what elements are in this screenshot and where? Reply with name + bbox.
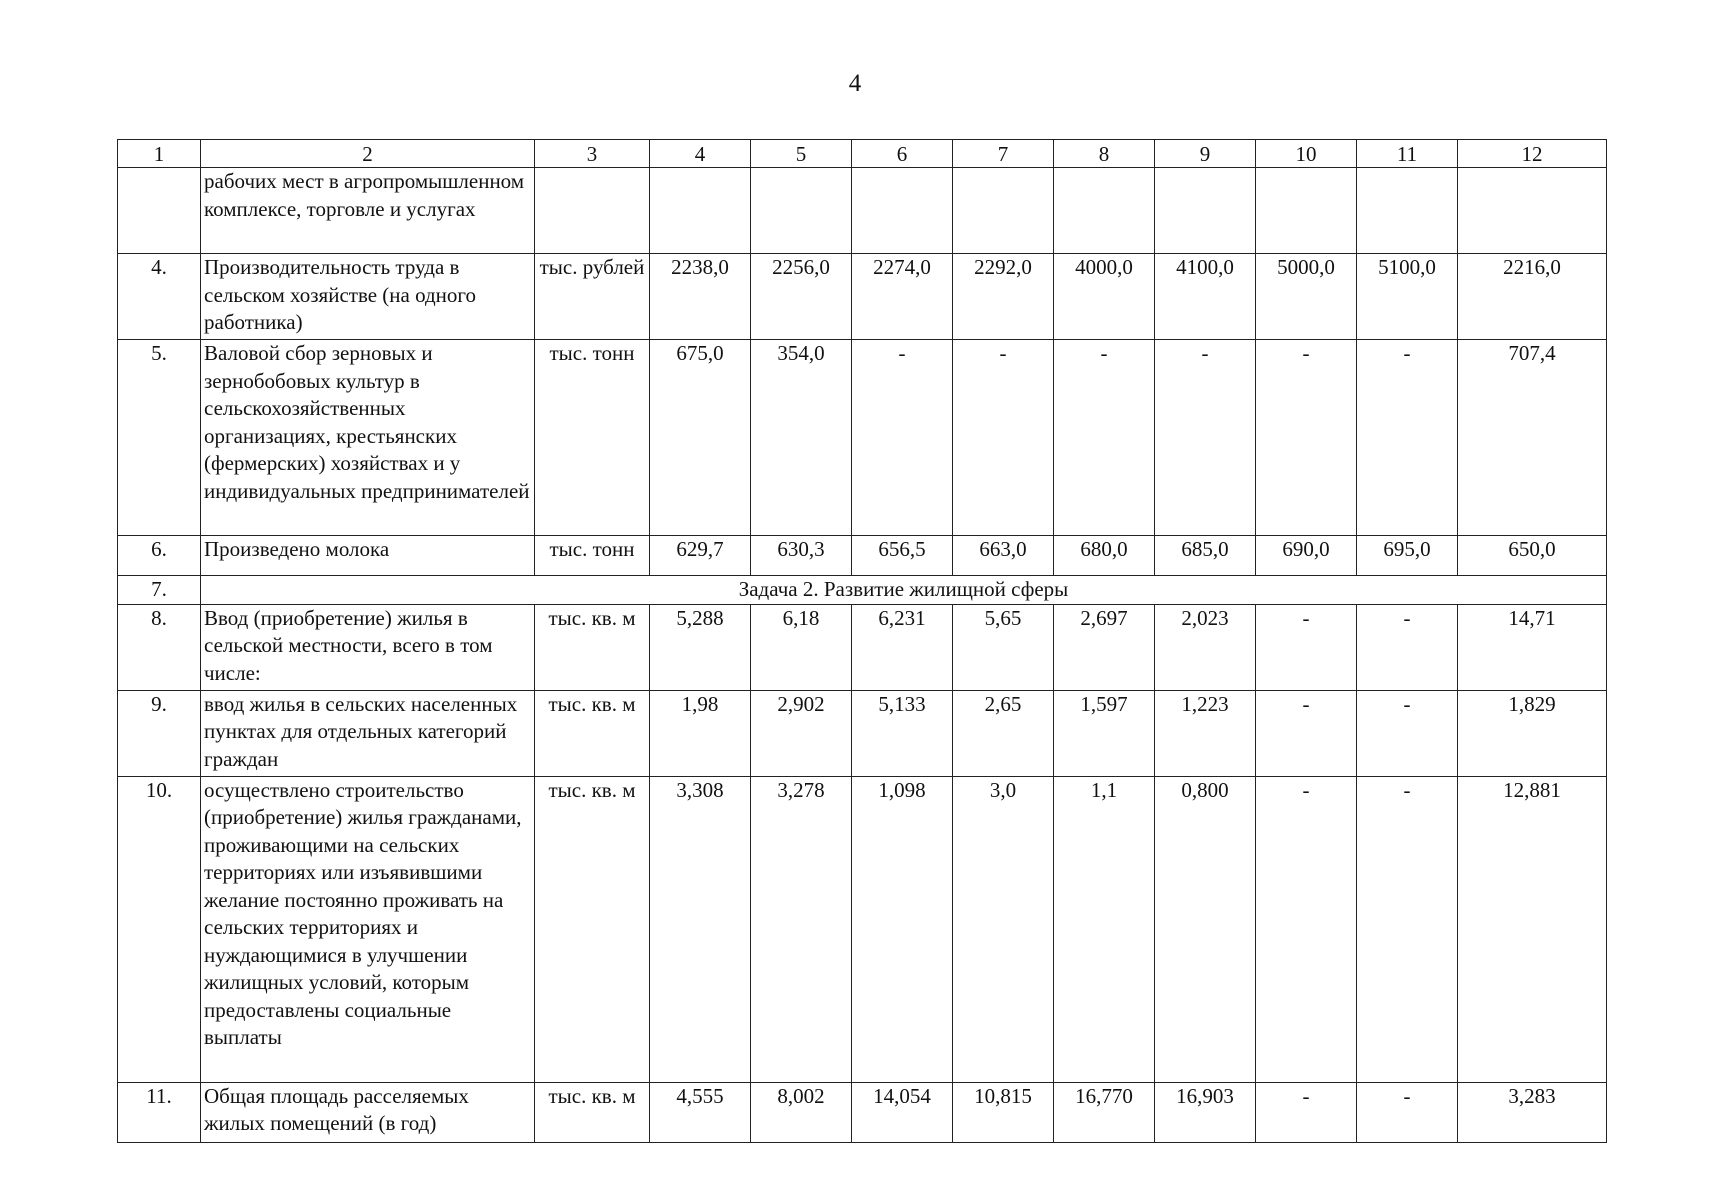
- header-cell: 10: [1256, 140, 1357, 168]
- value-cell: [1357, 168, 1458, 254]
- value-cell: 2,023: [1155, 604, 1256, 690]
- table-row: [118, 776, 1607, 1082]
- row-number: 8.: [118, 604, 201, 690]
- row-number: 7.: [118, 576, 201, 605]
- header-cell: 5: [751, 140, 852, 168]
- value-cell: 4,555: [650, 1082, 751, 1142]
- table-row: [118, 690, 1607, 776]
- row-number: 11.: [118, 1082, 201, 1142]
- value-cell: -: [1357, 690, 1458, 776]
- value-cell: 630,3: [751, 536, 852, 576]
- value-cell: 8,002: [751, 1082, 852, 1142]
- header-cell: 4: [650, 140, 751, 168]
- value-cell: -: [1357, 340, 1458, 536]
- header-cell: 7: [953, 140, 1054, 168]
- value-cell: -: [1256, 1082, 1357, 1142]
- value-cell: 0,800: [1155, 776, 1256, 1082]
- value-cell: 695,0: [1357, 536, 1458, 576]
- value-cell: 6,18: [751, 604, 852, 690]
- value-cell: 663,0: [953, 536, 1054, 576]
- value-cell: [1458, 168, 1607, 254]
- value-cell: 629,7: [650, 536, 751, 576]
- value-cell: [1256, 168, 1357, 254]
- value-cell: 16,903: [1155, 1082, 1256, 1142]
- row-number: 10.: [118, 776, 201, 1082]
- header-cell: 6: [852, 140, 953, 168]
- value-cell: 16,770: [1054, 1082, 1155, 1142]
- value-cell: 690,0: [1256, 536, 1357, 576]
- value-cell: 12,881: [1458, 776, 1607, 1082]
- value-cell: 5,133: [852, 690, 953, 776]
- value-cell: 1,98: [650, 690, 751, 776]
- value-cell: 656,5: [852, 536, 953, 576]
- table-row: [118, 168, 1607, 254]
- value-cell: 2,65: [953, 690, 1054, 776]
- row-description: Произведено молока: [201, 536, 535, 576]
- value-cell: [953, 168, 1054, 254]
- value-cell: -: [1256, 776, 1357, 1082]
- row-description: Производительность труда в сельском хозяйстве (на одного работника): [201, 254, 535, 340]
- header-cell: 3: [535, 140, 650, 168]
- value-cell: 1,223: [1155, 690, 1256, 776]
- header-cell: 9: [1155, 140, 1256, 168]
- value-cell: -: [1054, 340, 1155, 536]
- indicators-table: [117, 139, 1607, 1143]
- value-cell: 650,0: [1458, 536, 1607, 576]
- value-cell: 5100,0: [1357, 254, 1458, 340]
- row-number: 6.: [118, 536, 201, 576]
- table-row: [118, 1082, 1607, 1142]
- value-cell: 4000,0: [1054, 254, 1155, 340]
- value-cell: [852, 168, 953, 254]
- row-unit: [535, 168, 650, 254]
- value-cell: 3,0: [953, 776, 1054, 1082]
- value-cell: -: [1357, 1082, 1458, 1142]
- value-cell: 675,0: [650, 340, 751, 536]
- value-cell: 1,597: [1054, 690, 1155, 776]
- table-row: [118, 604, 1607, 690]
- row-description: Общая площадь расселяемых жилых помещений (в год): [201, 1082, 535, 1142]
- value-cell: 5,65: [953, 604, 1054, 690]
- row-number: 4.: [118, 254, 201, 340]
- value-cell: 685,0: [1155, 536, 1256, 576]
- value-cell: 2,697: [1054, 604, 1155, 690]
- value-cell: -: [1256, 604, 1357, 690]
- row-unit: тыс. кв. м: [535, 690, 650, 776]
- value-cell: 2292,0: [953, 254, 1054, 340]
- header-row: [118, 140, 1607, 168]
- value-cell: 2274,0: [852, 254, 953, 340]
- header-cell: 1: [118, 140, 201, 168]
- value-cell: 6,231: [852, 604, 953, 690]
- value-cell: 4100,0: [1155, 254, 1256, 340]
- value-cell: -: [953, 340, 1054, 536]
- value-cell: 2,902: [751, 690, 852, 776]
- value-cell: -: [1256, 340, 1357, 536]
- value-cell: 14,054: [852, 1082, 953, 1142]
- value-cell: 1,829: [1458, 690, 1607, 776]
- value-cell: 2238,0: [650, 254, 751, 340]
- value-cell: 1,098: [852, 776, 953, 1082]
- table-row: [118, 340, 1607, 536]
- row-unit: тыс. тонн: [535, 536, 650, 576]
- value-cell: 707,4: [1458, 340, 1607, 536]
- value-cell: [650, 168, 751, 254]
- value-cell: 680,0: [1054, 536, 1155, 576]
- value-cell: -: [1256, 690, 1357, 776]
- row-description: рабочих мест в агропромышленном комплексе, торговле и услугах: [201, 168, 535, 254]
- value-cell: 1,1: [1054, 776, 1155, 1082]
- row-number: 5.: [118, 340, 201, 536]
- row-description: Валовой сбор зерновых и зернобобовых культур в сельскохозяйственных организациях, крестьянских (фермерских) хозяйствах и у индивидуальных предпринимателей: [201, 340, 535, 536]
- value-cell: [1155, 168, 1256, 254]
- value-cell: 10,815: [953, 1082, 1054, 1142]
- value-cell: -: [1357, 604, 1458, 690]
- value-cell: 5,288: [650, 604, 751, 690]
- section-title: Задача 2. Развитие жилищной сферы: [201, 576, 1607, 605]
- header-cell: 12: [1458, 140, 1607, 168]
- value-cell: 2216,0: [1458, 254, 1607, 340]
- value-cell: 14,71: [1458, 604, 1607, 690]
- page-number: 4: [848, 70, 862, 97]
- row-unit: тыс. рублей: [535, 254, 650, 340]
- header-cell: 11: [1357, 140, 1458, 168]
- row-description: ввод жилья в сельских населенных пунктах для отдельных категорий граждан: [201, 690, 535, 776]
- row-unit: тыс. кв. м: [535, 776, 650, 1082]
- value-cell: -: [1357, 776, 1458, 1082]
- value-cell: [751, 168, 852, 254]
- header-cell: 8: [1054, 140, 1155, 168]
- row-number: 9.: [118, 690, 201, 776]
- table-row: [118, 536, 1607, 576]
- value-cell: 354,0: [751, 340, 852, 536]
- value-cell: 3,278: [751, 776, 852, 1082]
- value-cell: 3,308: [650, 776, 751, 1082]
- header-cell: 2: [201, 140, 535, 168]
- row-description: осуществлено строительство (приобретение) жилья гражданами, проживающими на сельских территориях или изъявившими желание постоянно проживать на сельских территориях и нуждающимися в улучшении жилищных условий, которым предоставлены социальные выплаты: [201, 776, 535, 1082]
- table-row: [118, 254, 1607, 340]
- value-cell: 2256,0: [751, 254, 852, 340]
- value-cell: -: [852, 340, 953, 536]
- row-unit: тыс. кв. м: [535, 604, 650, 690]
- row-number: [118, 168, 201, 254]
- row-description: Ввод (приобретение) жилья в сельской местности, всего в том числе:: [201, 604, 535, 690]
- value-cell: -: [1155, 340, 1256, 536]
- value-cell: 5000,0: [1256, 254, 1357, 340]
- row-unit: тыс. тонн: [535, 340, 650, 536]
- value-cell: 3,283: [1458, 1082, 1607, 1142]
- section-row: [118, 576, 1607, 605]
- value-cell: [1054, 168, 1155, 254]
- row-unit: тыс. кв. м: [535, 1082, 650, 1142]
